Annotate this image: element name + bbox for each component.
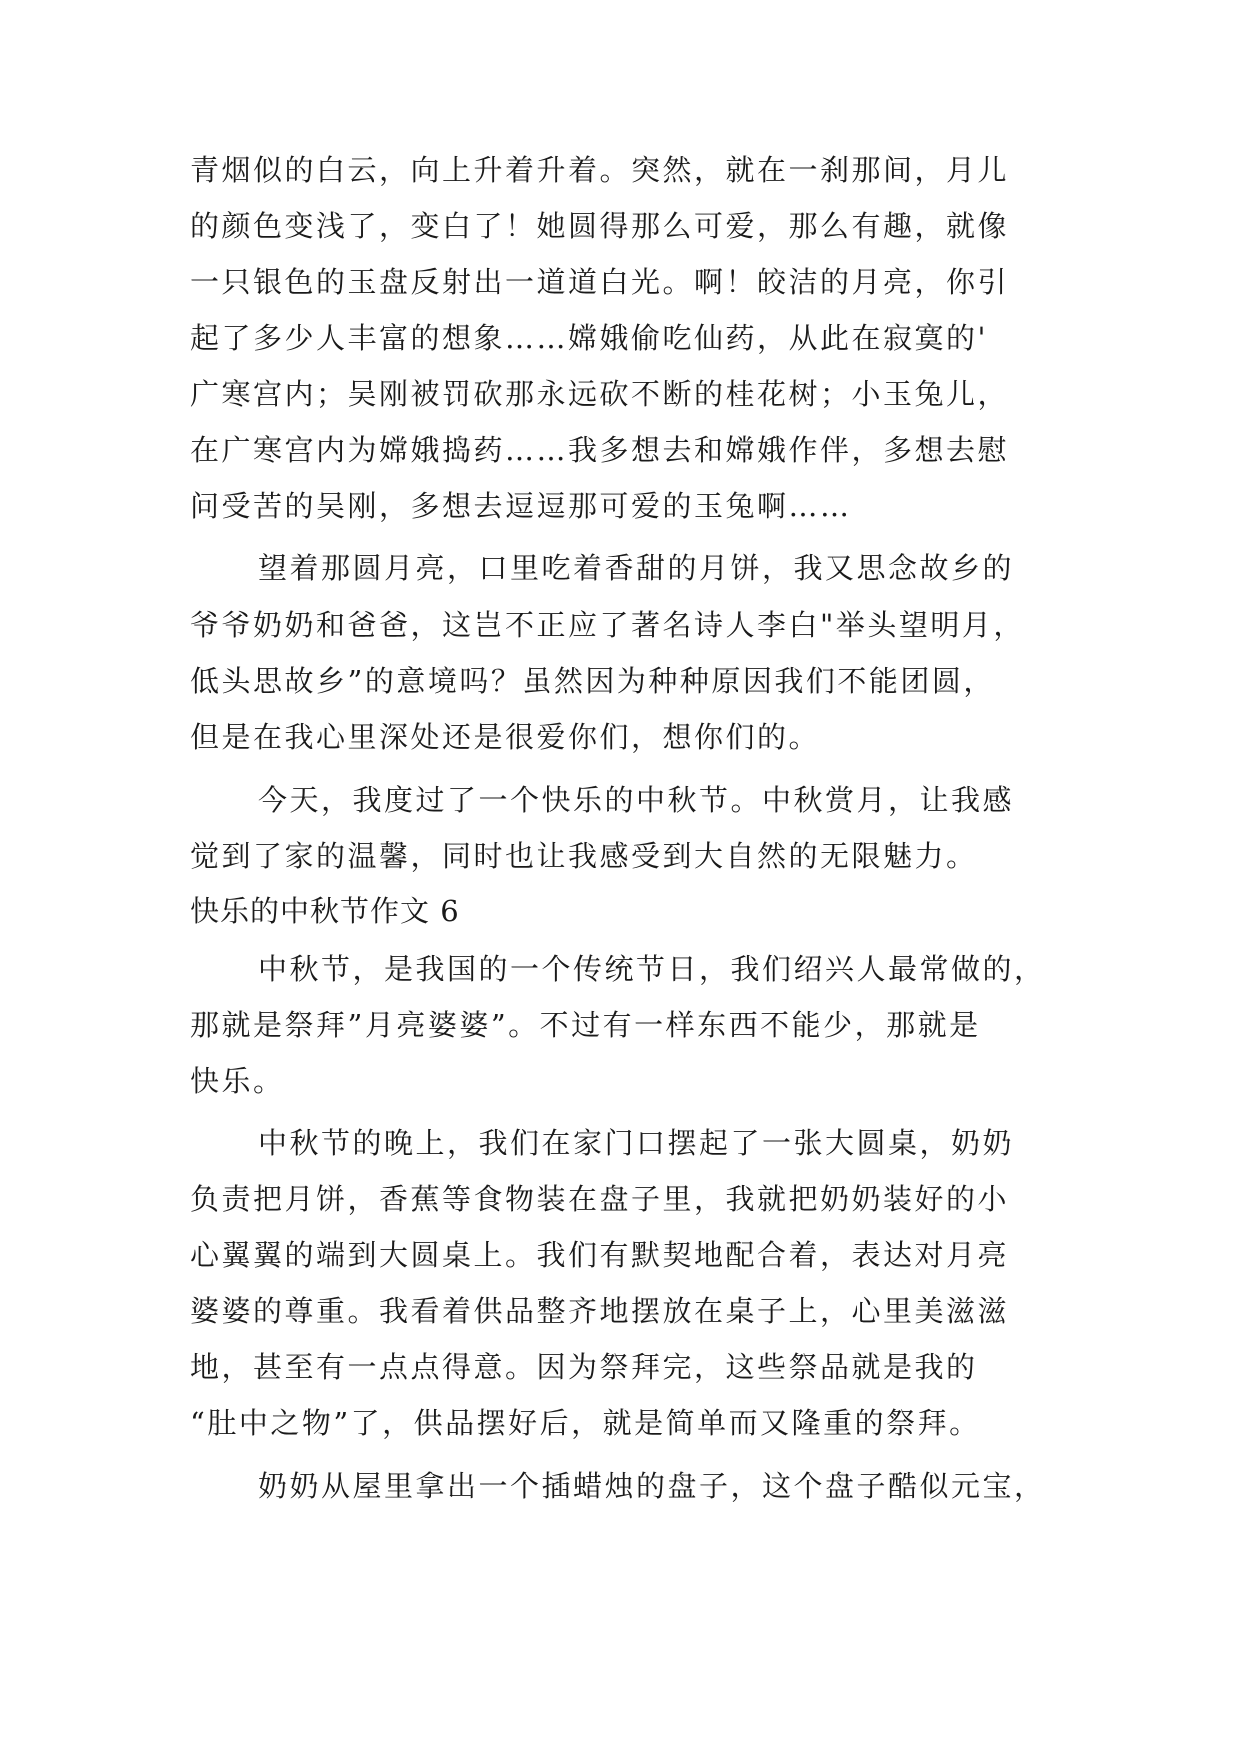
text-line: 起了多少人丰富的想象……嫦娥偷吃仙药，从此在寂寞的' [190,321,988,355]
paragraph-first-line: 今天，我度过了一个快乐的中秋节。中秋赏月，让我感 [258,783,1015,817]
text-line: 地，甚至有一点点得意。因为祭拜完，这些祭品就是我的 [190,1350,978,1384]
text-line: 爷爷奶奶和爸爸，这岂不正应了著名诗人李白"举头望明月， [190,608,1025,642]
text-line: 负责把月饼，香蕉等食物装在盘子里，我就把奶奶装好的小 [190,1182,1010,1216]
text-line: 的颜色变浅了，变白了！她圆得那么可爱，那么有趣，就像 [190,209,1010,243]
paragraph-first-line: 中秋节，是我国的一个传统节日，我们绍兴人最常做的， [258,952,1046,986]
text-line: 那就是祭拜”月亮婆婆”。不过有一样东西不能少，那就是 [190,1008,981,1042]
paragraph-first-line: 奶奶从屋里拿出一个插蜡烛的盘子，这个盘子酷似元宝， [258,1469,1046,1503]
section-heading: 快乐的中秋节作文 6 [190,894,460,928]
text-line: 心翼翼的端到大圆桌上。我们有默契地配合着，表达对月亮 [190,1238,1010,1272]
text-line: 觉到了家的温馨，同时也让我感受到大自然的无限魅力。 [190,839,978,873]
text-line: 一只银色的玉盘反射出一道道白光。啊！皎洁的月亮，你引 [190,265,1010,299]
text-line: 广寒宫内；吴刚被罚砍那永远砍不断的桂花树；小玉兔儿， [190,377,1010,411]
text-line: 青烟似的白云，向上升着升着。突然，就在一刹那间，月儿 [190,153,1010,187]
paragraph-first-line: 望着那圆月亮，口里吃着香甜的月饼，我又思念故乡的 [258,551,1015,585]
text-line: “肚中之物”了，供品摆好后，就是简单而又隆重的祭拜。 [190,1406,981,1440]
text-line: 快乐。 [190,1064,285,1098]
text-line: 问受苦的吴刚，多想去逗逗那可爱的玉兔啊…… [190,489,852,523]
text-line: 婆婆的尊重。我看着供品整齐地摆放在桌子上，心里美滋滋 [190,1294,1010,1328]
text-line: 但是在我心里深处还是很爱你们，想你们的。 [190,720,821,754]
text-line: 在广寒宫内为嫦娥捣药……我多想去和嫦娥作伴，多想去慰 [190,433,1010,467]
text-line: 低头思故乡”的意境吗？虽然因为种种原因我们不能团圆， [190,664,995,698]
paragraph-first-line: 中秋节的晚上，我们在家门口摆起了一张大圆桌，奶奶 [258,1126,1015,1160]
